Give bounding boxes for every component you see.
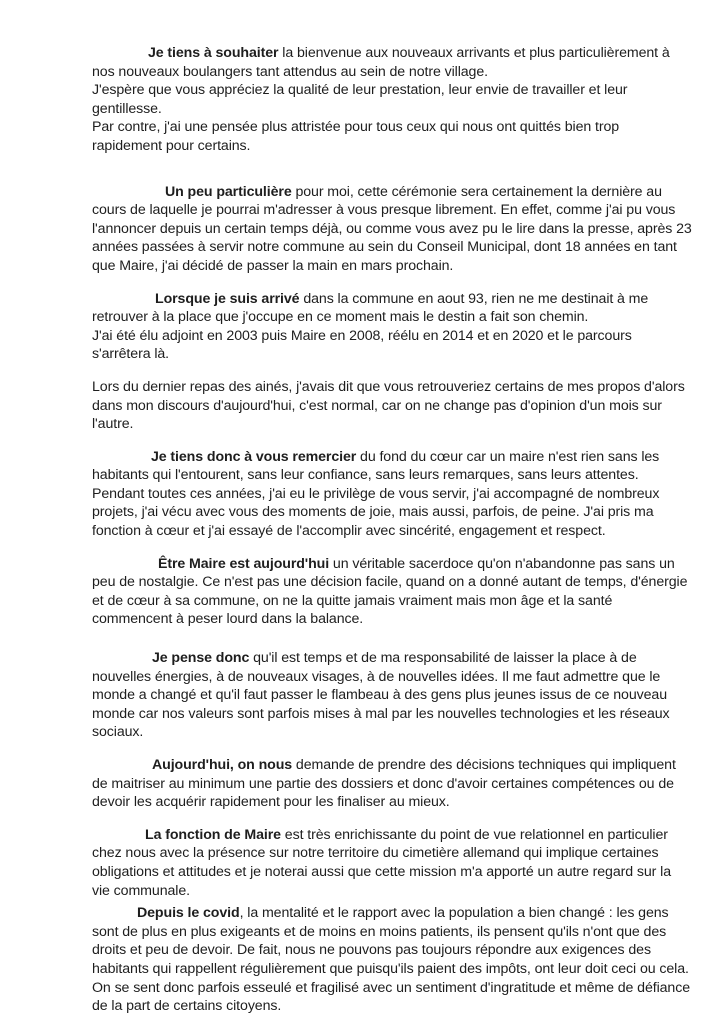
paragraph-text: pour moi, cette cérémonie sera certainement la dernière au cours de laquelle je pourrai m'adresser à vous presque librement. En effet, comme j'ai pu vous l'annoncer depuis un certain temps déjà, ou comme vous avez pu le lire dans la presse, après 23 années passées à servir notre commune au sein du Conseil Municipal, dont 18 années en tant que Maire, j'ai décidé de passer la main en mars prochain. [92, 183, 692, 274]
paragraph-mayor-function [92, 826, 692, 900]
speech-document [92, 44, 692, 1016]
paragraph-lead: Lorsque je suis arrivé [155, 290, 300, 307]
paragraph-arrival-continuation: J'ai été élu adjoint en 2003 puis Maire en 2008, réélu en 2014 et en 2020 et le parcours s'arrêtera là. [92, 327, 632, 363]
paragraph-lead: Un peu particulière [165, 183, 292, 200]
paragraph-lead: Depuis le covid [137, 905, 240, 922]
paragraph-welcome [92, 44, 692, 81]
paragraph-lead: La fonction de Maire [145, 826, 281, 843]
paragraph-covid [92, 904, 692, 1016]
paragraph-text: , la mentalité et le rapport avec la population a bien changé : les gens sont de plus en plus exigeants et de moins en moins patients, ils pensent qu'ils n'ont que des droits et peu de devoir. De fait, nous ne pouvons pas toujours répondre aux exigences des habitants qui rappellent régulièrement que puisqu'ils paient des impôts, ont leur doit ceci ou cela. On se sent donc parfois esseulé et fragilisé avec un sentiment d'ingratitude et même de défiance de la part de certains citoyens. [92, 905, 691, 1015]
paragraph-lead: Aujourd'hui, on nous [152, 757, 293, 773]
paragraph-text: du fond du cœur car un maire n'est rien sans les habitants qui l'entourent, sans leur confiance, sans leurs remarques, sans leurs attentes. Pendant toutes ces années, j'ai eu le privilège de vous servir, j'ai accompagné de nombreux projets, j'ai vécu avec vous des moments de joie, mais aussi, parfois, de peine. J'ai pris ma fonction à cœur et j'ai essayé de l'accomplir avec sincérité, engagement et respect. [92, 448, 660, 540]
paragraph-text: demande de prendre des décisions techniques qui impliquent de maitriser au minimum une partie des dossiers et donc d'avoir certaines compétences ou de devoir les acquérir rapidement pour les finaliser au mieux. [92, 757, 676, 811]
paragraph-elders-meal: Lors du dernier repas des ainés, j'avais dit que vous retrouveriez certains de mes propos d'alors dans mon discours d'aujourd'hui, c'est normal, car on ne change pas d'opinion d'un mois sur l'autre. [92, 378, 685, 433]
paragraph-text: dans la commune en aout 93, rien ne me destinait à me retrouver à la place que j'occupe en ce moment mais le destin a fait son chemin. [92, 290, 649, 326]
paragraph-ceremony [92, 183, 692, 276]
spacer [92, 629, 692, 649]
paragraph-today [92, 756, 692, 812]
spacer [92, 812, 692, 826]
paragraph-lead: Je pense donc [152, 650, 250, 667]
spacer [92, 276, 692, 290]
paragraph-welcome-continuation-2: Par contre, j'ai une pensée plus attristée pour tous ceux qui nous ont quittés bien trop rapidement pour certains. [92, 119, 620, 154]
paragraph-welcome-continuation: J'espère que vous appréciez la qualité de leur prestation, leur envie de travailler et leur gentillesse. [92, 82, 628, 117]
spacer [92, 156, 692, 183]
paragraph-text: qu'il est temps et de ma responsabilité de laisser la place à de nouvelles énergies, à de nouveaux visages, à de nouvelles idées. Il me faut admettre que le monde a changé et qu'il faut passer le flambeau à des gens plus jeunes issus de ce nouveau monde car nos valeurs sont parfois mises à mal par les nouvelles technologies et les réseaux sociaux. [92, 650, 670, 741]
spacer [92, 364, 692, 378]
paragraph-text: un véritable sacerdoce qu'on n'abandonne pas sans un peu de nostalgie. Ce n'est pas une décision facile, quand on a donné autant de temps, d'énergie et de cœur à sa commune, on ne la quitte jamais vraiment mais mon âge et la santé commencent à peser lourd dans la balance. [92, 555, 688, 628]
paragraph-lead: Être Maire est aujourd'hui [158, 555, 330, 572]
paragraph-text: est très enrichissante du point de vue relationnel en particulier chez nous avec la présence sur notre territoire du cimetière allemand qui implique certaines obligations et attitudes et je noterai aussi que cette mission m'a apporté un autre regard sur la vie communale. [92, 826, 671, 899]
paragraph-i-think [92, 649, 692, 742]
spacer [92, 434, 692, 448]
paragraph-being-mayor [92, 555, 692, 629]
paragraph-text: la bienvenue aux nouveaux arrivants et plus particulièrement à nos nouveaux boulangers tant attendus au sein de notre village. [92, 45, 670, 80]
spacer [92, 541, 692, 555]
spacer [92, 742, 692, 756]
paragraph-thanks [92, 448, 692, 541]
paragraph-arrival [92, 290, 692, 327]
paragraph-lead: Je tiens donc à vous remercier [151, 448, 357, 465]
paragraph-lead: Je tiens à souhaiter [148, 45, 279, 61]
